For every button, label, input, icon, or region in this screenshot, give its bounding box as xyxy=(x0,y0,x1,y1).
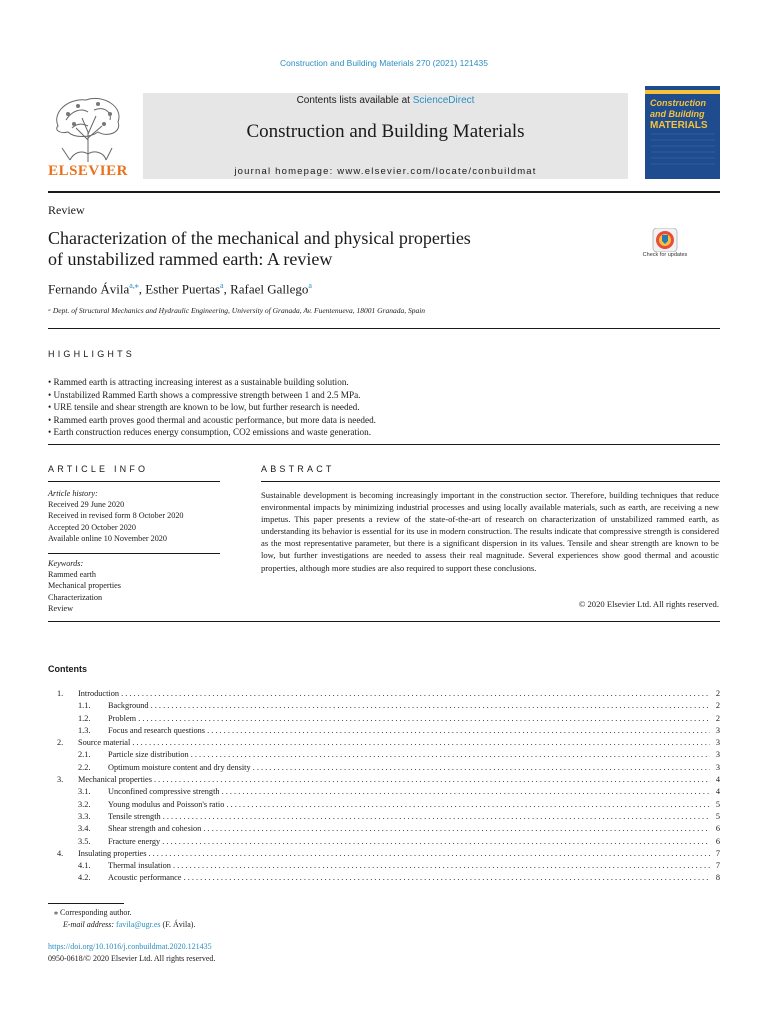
toc-entry-page: 3 xyxy=(715,725,720,735)
history-received: Received 29 June 2020 xyxy=(48,500,125,510)
masthead-rule xyxy=(48,191,720,193)
email-line xyxy=(48,919,195,931)
toc-entry-title[interactable]: Source material . . . xyxy=(78,737,710,749)
toc-entry-title[interactable]: Mechanical properties . . . xyxy=(78,774,710,786)
toc-entry-title[interactable]: Tensile strength . . . xyxy=(108,811,710,823)
author-2[interactable]: Esther Puertas xyxy=(145,281,221,297)
toc-entry-title[interactable]: Introduction . . . xyxy=(78,688,710,700)
keyword-item: Mechanical properties xyxy=(48,581,121,591)
cover-line-1: Construction xyxy=(650,98,706,108)
author-3-affil[interactable]: a xyxy=(308,281,312,290)
highlight-item: • Earth construction reduces energy consumption, CO2 emissions and waste generation. xyxy=(48,427,372,438)
toc-entry-number: 4. xyxy=(57,848,64,858)
cover-line-2: and Building xyxy=(650,109,705,119)
toc-entry[interactable] xyxy=(48,749,720,761)
highlights-rule xyxy=(48,444,720,445)
toc-entry-page: 6 xyxy=(715,824,720,834)
corresponding-author-note: ⁎ Corresponding author. xyxy=(54,908,132,917)
author-3[interactable]: Rafael Gallego xyxy=(230,281,309,297)
toc-entry-page: 8 xyxy=(715,873,720,883)
toc-entry-title[interactable]: Unconfined compressive strength . . . xyxy=(108,786,710,798)
toc-entry-title[interactable]: Insulating properties . . . xyxy=(78,848,710,860)
toc-entry[interactable] xyxy=(48,811,720,823)
toc-entry-number: 3.1. xyxy=(78,787,91,797)
contents-prefix: Contents lists available at xyxy=(296,95,413,106)
toc-entry-title[interactable]: Young modulus and Poisson's ratio . . . xyxy=(108,799,710,811)
author-1[interactable]: Fernando Ávila xyxy=(48,281,130,297)
abstract-rule xyxy=(261,481,720,482)
highlights-heading: HIGHLIGHTS xyxy=(48,349,136,359)
toc-entry-number: 3.4. xyxy=(78,824,91,834)
toc-entry[interactable] xyxy=(48,762,720,774)
toc-entry-title[interactable]: Acoustic performance . . . xyxy=(108,872,710,884)
title-line-2: of unstabilized rammed earth: A review xyxy=(48,249,333,269)
toc-entry-number: 2.2. xyxy=(78,762,91,772)
toc-entry-number: 1.1. xyxy=(78,701,91,711)
toc-entry-number: 2. xyxy=(57,738,64,748)
toc-entry-number: 4.2. xyxy=(78,873,91,883)
toc-entry-page: 3 xyxy=(715,762,720,772)
footnote-rule xyxy=(48,903,124,904)
toc-entry-number: 1.2. xyxy=(78,713,91,723)
check-for-updates-label[interactable]: Check for updates xyxy=(642,252,688,258)
toc-entry[interactable] xyxy=(48,725,720,737)
abstract-heading: ABSTRACT xyxy=(261,464,335,474)
author-sep: , xyxy=(223,281,231,297)
toc-entry-number: 3.2. xyxy=(78,799,91,809)
keyword-item: Characterization xyxy=(48,592,103,602)
toc-entry-page: 4 xyxy=(715,775,720,785)
toc-entry-page: 6 xyxy=(715,836,720,846)
highlight-item: • URE tensile and shear strength are known to be low, but further research is needed. xyxy=(48,402,360,413)
keyword-item: Review xyxy=(48,603,74,613)
issn-line: 0950-0618/© 2020 Elsevier Ltd. All rights reserved. xyxy=(48,953,216,963)
toc-entry-number: 1.3. xyxy=(78,725,91,735)
cover-line-3: MATERIALS xyxy=(650,120,708,131)
footnotes xyxy=(48,907,195,930)
toc-entry-page: 2 xyxy=(715,689,720,698)
toc-entry[interactable] xyxy=(48,737,720,749)
toc-entry-number: 1. xyxy=(57,689,64,698)
abstract-bottom-rule xyxy=(48,621,720,622)
toc-entry-page: 3 xyxy=(715,738,720,748)
toc-entry[interactable] xyxy=(48,836,720,848)
title-rule xyxy=(48,328,720,329)
article-title xyxy=(48,228,608,270)
author-list xyxy=(48,281,312,297)
keywords-rule xyxy=(48,553,220,554)
author-2-affil[interactable]: a xyxy=(220,281,224,290)
highlight-item: • Rammed earth is attracting increasing interest as a sustainable building solution. xyxy=(48,377,349,387)
history-caption: Article history: xyxy=(48,489,98,498)
contents-heading: Contents xyxy=(48,664,87,674)
toc-entry[interactable] xyxy=(48,799,720,811)
sciencedirect-link[interactable]: ScienceDirect xyxy=(412,95,475,106)
keywords-caption: Keywords: xyxy=(48,559,84,568)
history-online: Available online 10 November 2020 xyxy=(48,533,167,543)
toc-entry[interactable] xyxy=(48,860,720,872)
title-line-1: Characterization of the mechanical and physical properties xyxy=(48,228,471,248)
check-for-updates-icon[interactable] xyxy=(645,228,685,268)
toc-entry[interactable] xyxy=(48,688,720,700)
toc-entry[interactable] xyxy=(48,786,720,798)
toc-entry[interactable] xyxy=(48,700,720,712)
toc-entry-title[interactable]: Fracture energy . . . xyxy=(108,836,710,848)
toc-entry-page: 7 xyxy=(715,861,720,871)
toc-entry-page: 5 xyxy=(715,811,720,821)
journal-name: Construction and Building Materials xyxy=(246,121,525,142)
toc-entry-page: 2 xyxy=(715,713,720,723)
article-info-heading: ARTICLE INFO xyxy=(48,464,149,474)
toc-entry[interactable] xyxy=(48,823,720,835)
toc-entry-number: 3. xyxy=(57,775,64,785)
toc-entry[interactable] xyxy=(48,774,720,786)
toc-entry-title[interactable]: Focus and research questions . . . xyxy=(108,725,710,737)
toc-entry-title[interactable]: Optimum moisture content and dry density . . . xyxy=(108,762,710,774)
doi-block xyxy=(48,941,215,964)
affiliation: ᵃ Dept. of Structural Mechanics and Hydraulic Engineering, University of Granada, Av. Fuentenueva, 18001 Granada, Spain xyxy=(48,306,426,315)
toc-entry[interactable] xyxy=(48,848,720,860)
toc-entry-page: 3 xyxy=(715,750,720,760)
doi-link[interactable]: https://doi.org/10.1016/j.conbuildmat.2020.121435 xyxy=(48,942,212,951)
toc-entry-number: 3.3. xyxy=(78,811,91,821)
toc-entry-title[interactable]: Particle size distribution . . . xyxy=(108,749,710,761)
toc-entry-page: 5 xyxy=(715,799,720,809)
toc-entry-page: 7 xyxy=(715,848,720,858)
journal-reference[interactable]: Construction and Building Materials 270 (2021) 121435 xyxy=(280,58,488,68)
article-type: Review xyxy=(48,203,85,217)
toc-entry-title[interactable]: Shear strength and cohesion . . . xyxy=(108,823,710,835)
toc-entry[interactable] xyxy=(48,872,720,884)
author-sep: , xyxy=(138,281,146,297)
elsevier-wordmark: ELSEVIER xyxy=(48,163,128,179)
toc-entry-page: 4 xyxy=(715,787,720,797)
abstract-text: Sustainable development is becoming increasingly important in the construction sector. Therefore, building techniques that reduce environmental impacts by minimizing industrial processes and using locally available materials, such as earth, are receiving a new impetus. This paper presents a review of the state-of-the-art of research on characterization of unstabilized rammed earth, as understanding its behavior is essential for its use in modern construction. The results indicate that compressive strength is considered as the most representative parameter, but there is a significant dispersion in its values. Tensile and shear strength are known to be low, but further investigations are needed to assess their real magnitude. Several experiences show good thermal and acoustic properties, although more studies are also required to support these conclusions. xyxy=(261,490,719,573)
article-info-rule xyxy=(48,481,220,482)
highlight-item: • Rammed earth proves good thermal and acoustic performance, but more data is needed. xyxy=(48,414,376,425)
toc-entry-number: 3.5. xyxy=(78,836,91,846)
toc-entry-page: 2 xyxy=(715,701,720,711)
highlight-item: • Unstabilized Rammed Earth shows a compressive strength between 1 and 2.5 MPa. xyxy=(48,389,361,400)
author-1-affil[interactable]: a,⁎ xyxy=(129,281,139,290)
keyword-item: Rammed earth xyxy=(48,570,96,580)
contents-availability xyxy=(143,95,628,106)
cover-pattern xyxy=(645,86,720,179)
journal-cover-image[interactable] xyxy=(645,86,720,179)
toc-entry-number: 2.1. xyxy=(78,750,91,760)
table-of-contents xyxy=(48,688,720,885)
email-label: E-mail address: xyxy=(63,919,117,929)
journal-homepage[interactable]: journal homepage: www.elsevier.com/locate/conbuildmat xyxy=(234,166,537,177)
toc-entry-title[interactable]: Background . . . xyxy=(108,700,710,712)
abstract-copyright: © 2020 Elsevier Ltd. All rights reserved. xyxy=(578,599,719,609)
toc-entry-title[interactable]: Thermal insulation . . . xyxy=(108,860,710,872)
history-revised: Received in revised form 8 October 2020 xyxy=(48,511,184,521)
email-link[interactable]: favila@ugr.es xyxy=(116,919,161,929)
article-info xyxy=(48,488,220,544)
history-accepted: Accepted 20 October 2020 xyxy=(48,522,136,532)
email-suffix: (F. Ávila). xyxy=(160,919,196,929)
keywords xyxy=(48,558,220,614)
toc-entry-title[interactable]: Problem . . . xyxy=(108,713,710,725)
toc-entry[interactable] xyxy=(48,713,720,725)
toc-entry-number: 4.1. xyxy=(78,861,91,871)
highlights-list xyxy=(48,376,720,439)
